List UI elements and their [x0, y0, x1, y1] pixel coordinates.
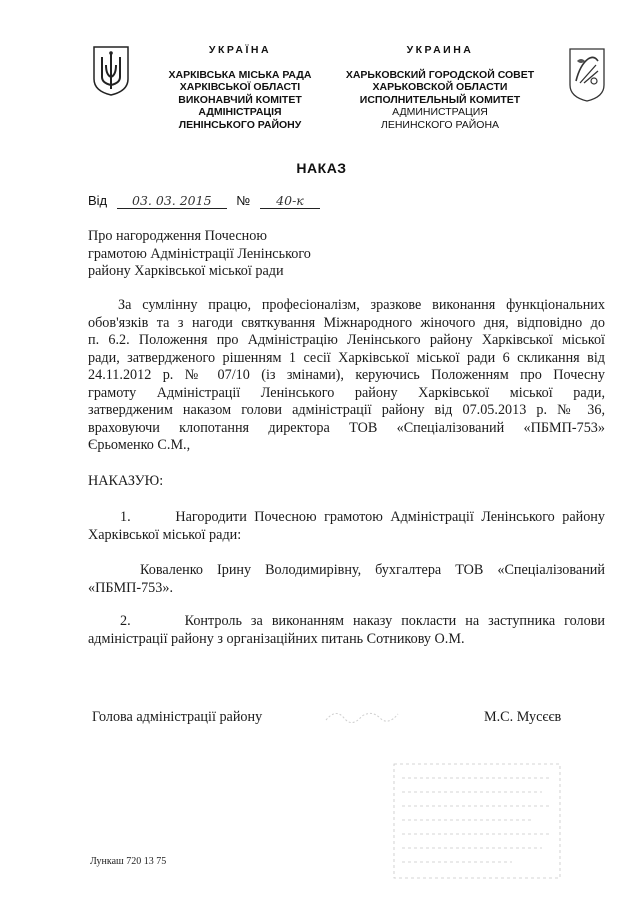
order-item-2 [88, 613, 605, 648]
paragraph-line: п. 6.2. Положення про Адміністрацію Ленінського району Харківської міської [88, 332, 605, 348]
paragraph-line: ради, затвердженого рішенням 1 сесії Харківської міської ради 6 скликання від [88, 349, 605, 366]
item-line: Харківської міської ради: [88, 526, 242, 543]
order-subject [88, 228, 388, 281]
paragraph-line: Єрьоменко С.М., [88, 437, 191, 453]
header-ru-line: ХАРЬКОВСКОЙ ОБЛАСТИ [372, 81, 508, 93]
preamble-paragraph [88, 297, 605, 455]
header-ua-line: АДМІНІСТРАЦІЯ [198, 106, 282, 118]
handwritten-number: 40-к [260, 193, 320, 209]
header-ru-line: ИСПОЛНИТЕЛЬНЫЙ КОМИТЕТ [359, 93, 521, 106]
header-ru-line: ЛЕНИНСКОГО РАЙОНА [380, 118, 500, 131]
order-item-1 [88, 509, 605, 544]
handwritten-date: 03. 03. 2015 [117, 193, 227, 209]
paragraph-line: грамоту Адміністрації Ленінського району Харківської міської ради, [88, 384, 605, 401]
recipient-line: Коваленко Ірину Володимирівну, бухгалтера ТОВ «Спеціалізований [140, 562, 605, 578]
recipient-line: «ПБМП-753». [88, 579, 173, 596]
order-keyword: НАКАЗУЮ: [88, 473, 164, 489]
paragraph-line: затвердженим наказом голови адміністрації району від 07.05.2013 р. № 36, [88, 402, 605, 418]
kharkiv-city-coat-of-arms-icon [568, 47, 606, 103]
subject-line: району Харківської міської ради [88, 263, 284, 279]
registration-stamp [392, 762, 562, 880]
item-line: 1. Нагородити Почесною грамотою Адміністрації Ленінського району [120, 509, 605, 525]
signatory-name: М.С. Мусєєв [484, 709, 562, 725]
paragraph-line: враховуючи клопотання директора ТОВ «Спеціалізований «ПБМП-753» [88, 419, 605, 436]
header-ua-line: ХАРКІВСЬКА МІСЬКА РАДА [168, 68, 312, 81]
paragraph-line: 24.11.2012 р. № 07/10 (із змінами), керуючись Положенням про Почесну [88, 367, 605, 383]
paragraph-line: обов'язків та з нагоди святкування Міжнародного жіночого дня, відповідно до [88, 314, 605, 331]
signatory-title: Голова адміністрації району [92, 709, 263, 725]
header-ru-line: АДМИНИСТРАЦИЯ [392, 106, 488, 118]
item-line: адміністрації району з організаційних питань Сотникову О.М. [88, 630, 465, 647]
country-ru: УКРАИНА [406, 44, 474, 56]
trident-coat-of-arms-icon [92, 45, 130, 97]
item-line: 2. Контроль за виконанням наказу покласти на заступника голови [120, 613, 605, 629]
header-ua-line: ХАРКІВСЬКОЇ ОБЛАСТІ [179, 81, 301, 93]
subject-line: грамотою Адміністрації Ленінського [88, 245, 311, 262]
document-title: НАКАЗ [296, 160, 347, 176]
date-prefix: Від [88, 193, 108, 208]
header-ukrainian [140, 44, 340, 131]
executor-contact: Лункаш 720 13 75 [90, 856, 167, 867]
header-ua-line: ВИКОНАВЧИЙ КОМІТЕТ [178, 93, 302, 106]
date-number-line [88, 193, 320, 209]
paragraph-line: За сумлінну працю, професіоналізм, зразкове виконання функціональних [118, 297, 605, 313]
country-ua: УКРАЇНА [208, 44, 272, 56]
award-recipient [88, 562, 605, 597]
number-sign: № [236, 193, 251, 208]
signature-mark [322, 704, 402, 728]
header-ua-line: ЛЕНІНСЬКОГО РАЙОНУ [178, 118, 302, 131]
header-ru-line: ХАРЬКОВСКИЙ ГОРОДСКОЙ СОВЕТ [345, 68, 535, 81]
header-russian [335, 44, 545, 131]
subject-line: Про нагородження Почесною [88, 228, 267, 244]
